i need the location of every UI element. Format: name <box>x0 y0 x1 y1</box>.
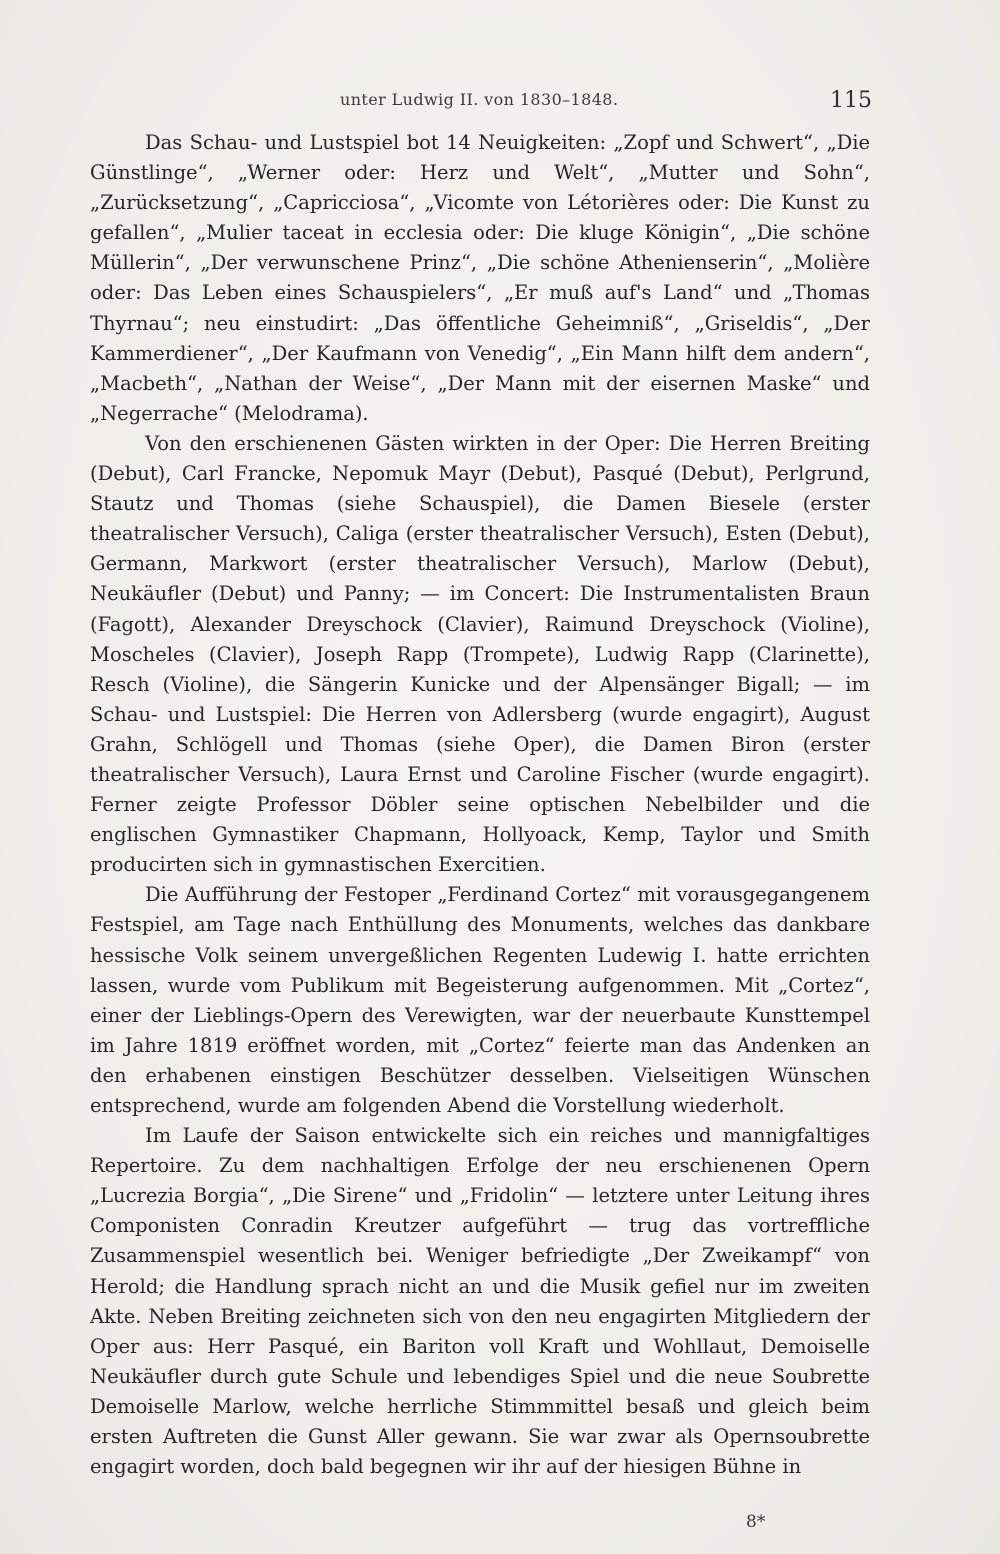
page-number: 115 <box>830 88 872 113</box>
body-text <box>90 128 870 1482</box>
paragraph-repertoire-list: Das Schau- und Lustspiel bot 14 Neuigkeiten: „Zopf und Schwert“, „Die Günstlinge“, „Werner oder: Herz und Welt“, „Mutter und Sohn“, „Zurücksetzung“, „Capricciosa“, „Vicomte von Létorières oder: Die Kunst zu gefallen“, „Mulier taceat in ecclesia oder: Die kluge Königin“, „Die schöne Müllerin“, „Der verwunschene Prinz“, „Die schöne Athenienserin“, „Molière oder: Das Leben eines Schauspielers“, „Er muß auf's Land“ und „Thomas Thyrnau“; neu einstudirt: „Das öffentliche Geheimniß“, „Griseldis“, „Der Kammerdiener“, „Der Kaufmann von Venedig“, „Ein Mann hilft dem andern“, „Macbeth“, „Nathan der Weise“, „Der Mann mit der eisernen Maske“ und „Negerrache“ (Melodrama). <box>90 131 870 425</box>
signature-mark: 8* <box>746 1512 766 1532</box>
running-title: unter Ludwig II. von 1830–1848. <box>340 90 619 109</box>
paragraph-festival-opera: Die Aufführung der Festoper „Ferdinand Cortez“ mit vorausgegangenem Festspiel, am Tage nach Enthüllung des Monuments, welches das dankbare hessische Volk seinem unvergeßlichen Regenten Ludewig I. hatte errichten lassen, wurde vom Publikum mit Begeisterung aufgenommen. Mit „Cortez“, einer der Lieblings-Opern des Verewigten, war der neuerbaute Kunsttempel im Jahre 1819 eröffnet worden, mit „Cortez“ feierte man das Andenken an den erhabenen einstigen Beschützer desselben. Vielseitigen Wünschen entsprechend, wurde am folgenden Abend die Vorstellung wiederholt. <box>90 883 870 1117</box>
paragraph-guest-performers: Von den erschienenen Gästen wirkten in der Oper: Die Herren Breiting (Debut), Carl Francke, Nepomuk Mayr (Debut), Pasqué (Debut), Perlgrund, Stautz und Thomas (siehe Schauspiel), die Damen Biesele (erster theatralischer Versuch), Caliga (erster theatralischer Versuch), Esten (Debut), Germann, Markwort (erster theatralischer Versuch), Marlow (Debut), Neukäufler (Debut) und Panny; — im Concert: Die Instrumentalisten Braun (Fagott), Alexander Dreyschock (Clavier), Raimund Dreyschock (Violine), Moscheles (Clavier), Joseph Rapp (Trompete), Ludwig Rapp (Clarinette), Resch (Violine), die Sängerin Kunicke und der Alpensänger Bigall; — im Schau- und Lustspiel: Die Herren von Adlersberg (wurde engagirt), August Grahn, Schlögell und Thomas (siehe Oper), die Damen Biron (erster theatralischer Versuch), Laura Ernst und Caroline Fischer (wurde engagirt). Ferner zeigte Professor Döbler seine optischen Nebelbilder und die englischen Gymnastiker Chapmann, Hollyoack, Kemp, Taylor und Smith producirten sich in gymnastischen Exercitien. <box>90 431 870 877</box>
paragraph-season-repertoire: Im Laufe der Saison entwickelte sich ein reiches und mannigfaltiges Repertoire. Zu dem nachhaltigen Erfolge der neu erschienenen Opern „Lucrezia Borgia“, „Die Sirene“ und „Fridolin“ — letztere unter Leitung ihres Componisten Conradin Kreutzer aufgeführt — trug das vortreffliche Zusammenspiel wesentlich bei. Weniger befriedigte „Der Zweikampf“ von Herold; die Handlung sprach nicht an und die Musik gefiel nur im zweiten Akte. Neben Breiting zeichneten sich von den neu engagirten Mitgliedern der Oper aus: Herr Pasqué, ein Bariton voll Kraft und Wohllaut, Demoiselle Neukäufler durch gute Schule und lebendiges Spiel und die neue Soubrette Demoiselle Marlow, welche herrliche Stimmmittel besaß und gleich beim ersten Auftreten die Gunst Aller gewann. Sie war zwar als Opernsoubrette engagirt worden, doch bald begegnen wir ihr auf der hiesigen Bühne in <box>90 1124 870 1479</box>
